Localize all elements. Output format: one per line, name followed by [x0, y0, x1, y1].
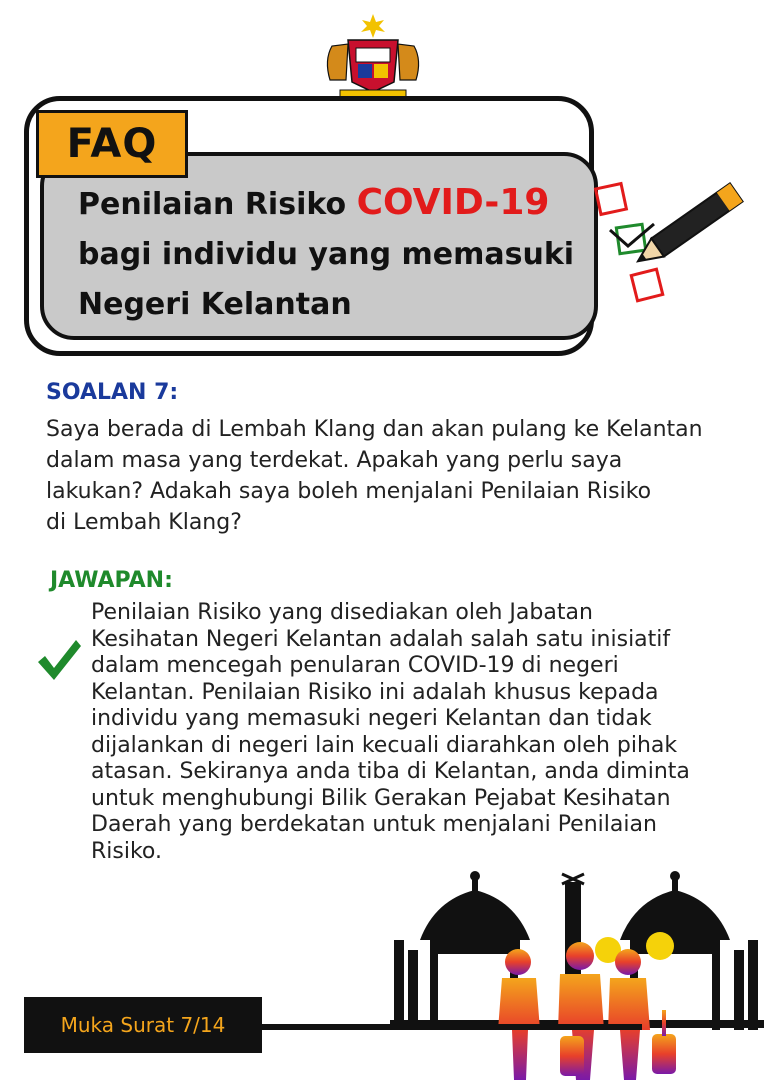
- answer-line: Daerah yang berdekatan untuk menjalani Penilaian: [91, 812, 657, 837]
- page-number-badge: Muka Surat 7/14: [24, 997, 262, 1053]
- answer-line: Kesihatan Negeri Kelantan adalah salah satu inisiatif: [91, 626, 671, 652]
- faq-title: [78, 178, 588, 330]
- answer-text: [91, 600, 751, 865]
- checklist-pencil-icon: [588, 168, 756, 313]
- answer-line: untuk menghubungi Bilik Gerakan Pejabat Kesihatan: [91, 785, 671, 811]
- question-line: Saya berada di Lembah Klang dan akan pulang ke Kelantan: [46, 417, 703, 442]
- answer-label: JAWAPAN:: [50, 568, 173, 593]
- title-line-3: Negeri Kelantan: [78, 287, 352, 322]
- question-line: di Lembah Klang?: [46, 510, 242, 535]
- coat-of-arms-icon: [318, 10, 428, 100]
- answer-line: Penilaian Risiko yang disediakan oleh Jabatan: [91, 600, 593, 625]
- footer-divider: [262, 1024, 642, 1030]
- checkmark-icon: [36, 636, 82, 684]
- title-line-2: bagi individu yang memasuki: [78, 237, 575, 272]
- title-part-1: Penilaian Risiko: [78, 187, 357, 222]
- answer-line: Risiko.: [91, 838, 162, 864]
- answer-line: dijalankan di negeri lain kecuali diarahkan oleh pihak: [91, 732, 678, 758]
- answer-line: Kelantan. Penilaian Risiko ini adalah khusus kepada: [91, 679, 659, 705]
- mosque-travellers-illustration: [390, 870, 764, 1080]
- question-text: [46, 414, 746, 538]
- question-label: SOALAN 7:: [46, 380, 179, 405]
- faq-tag: FAQ: [36, 110, 188, 178]
- answer-line: dalam mencegah penularan COVID-19 di negeri: [91, 653, 619, 678]
- question-line: dalam masa yang terdekat. Apakah yang perlu saya: [46, 448, 623, 473]
- answer-line: individu yang memasuki negeri Kelantan dan tidak: [91, 706, 652, 731]
- question-line: lakukan? Adakah saya boleh menjalani Penilaian Risiko: [46, 479, 652, 504]
- title-covid-accent: COVID-19: [356, 182, 550, 223]
- answer-line: atasan. Sekiranya anda tiba di Kelantan, anda diminta: [91, 759, 690, 784]
